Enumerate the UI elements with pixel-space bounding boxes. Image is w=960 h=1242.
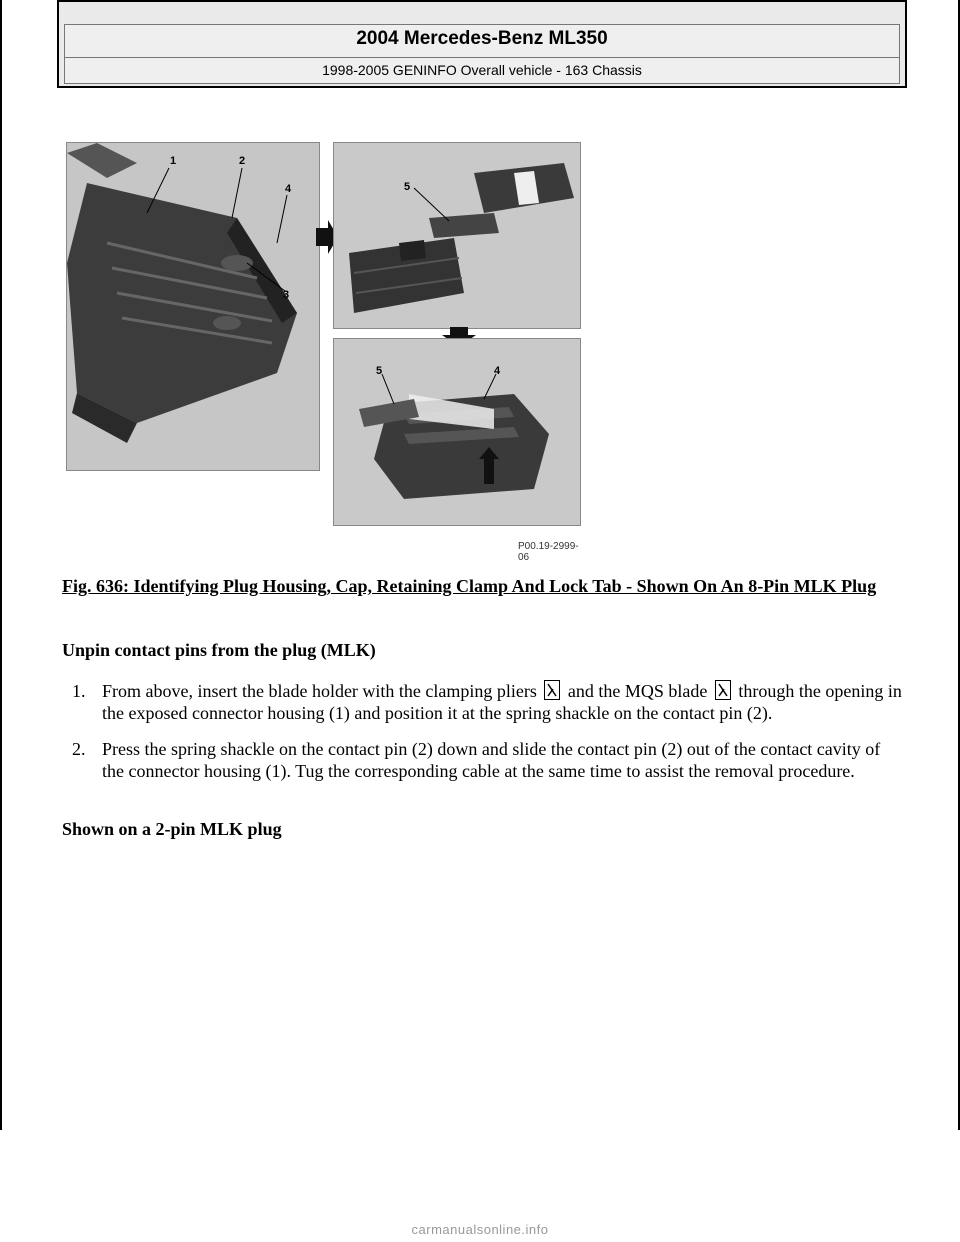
figure-panel-assembled xyxy=(333,338,581,526)
figure-panel-exploded xyxy=(333,142,581,329)
tool-icon[interactable] xyxy=(544,680,560,700)
figure-636 xyxy=(66,140,586,563)
document-header xyxy=(57,0,907,88)
step-1-text-a: From above, insert the blade holder with the clamping pliers xyxy=(102,681,537,701)
header-subtitle: 1998-2005 GENINFO Overall vehicle - 163 Chassis xyxy=(322,62,642,78)
assembled-connector-illustration xyxy=(334,339,580,525)
header-divider xyxy=(64,57,900,58)
step-1-text-c: through the opening in the exposed connector housing (1) and position it at the spring shackle on the contact pin (2). xyxy=(102,681,902,723)
step-1 xyxy=(72,680,902,724)
step-1-text-b: and the MQS blade xyxy=(567,681,708,701)
section-heading: Unpin contact pins from the plug (MLK) xyxy=(62,640,376,660)
figure-code: P00.19-2999-06 xyxy=(518,541,579,563)
connector-illustration xyxy=(67,143,319,470)
next-section-heading: Shown on a 2-pin MLK plug xyxy=(62,819,282,839)
step-number: 1. xyxy=(72,681,86,701)
callout-2: 2 xyxy=(239,155,246,167)
figure-panel-connector xyxy=(66,142,320,471)
figure-caption: Fig. 636: Identifying Plug Housing, Cap, Retaining Clamp And Lock Tab - Shown On An 8-Pin MLK Plug xyxy=(62,576,877,596)
callout-5: 5 xyxy=(404,181,411,193)
callout-3: 3 xyxy=(283,289,290,301)
step-2 xyxy=(72,738,902,782)
callout-4: 4 xyxy=(285,183,292,195)
page-left-border xyxy=(0,0,2,1130)
callout-5b: 5 xyxy=(376,365,383,377)
callout-4b: 4 xyxy=(494,365,501,377)
watermark: carmanualsonline.info xyxy=(411,1222,549,1237)
tool-icon[interactable] xyxy=(715,680,731,700)
procedure-steps xyxy=(72,680,902,796)
exploded-connector-illustration xyxy=(334,143,580,328)
step-2-text: Press the spring shackle on the contact pin (2) down and slide the contact pin (2) out of the contact cavity of the connector housing (1). Tug the corresponding cable at the same time to assist the removal procedure. xyxy=(102,739,881,781)
step-number: 2. xyxy=(72,739,86,759)
header-title: 2004 Mercedes-Benz ML350 xyxy=(356,28,608,49)
callout-1: 1 xyxy=(170,155,177,167)
